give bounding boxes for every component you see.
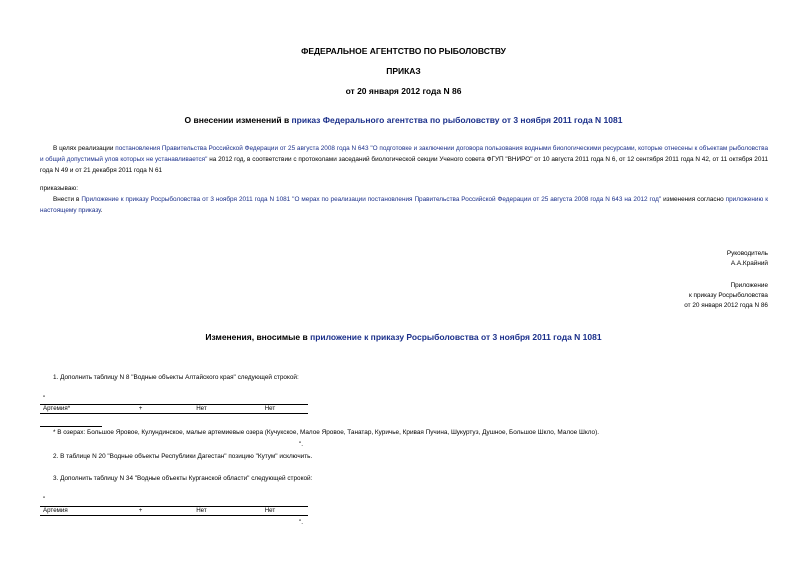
order-text-c: . (100, 207, 103, 214)
quote-open-2: " (43, 496, 46, 503)
title-prefix: О внесении изменений в (184, 115, 292, 125)
table-cell-no-1: Нет (171, 405, 232, 414)
table-cell-plus: + (110, 507, 171, 516)
order-text-a: Внести в (53, 196, 82, 203)
table-cell-species: Артемия* (40, 405, 110, 414)
item-3: 3. Дополнить таблицу N 34 "Водные объекты Курганской области" следующей строкой: (53, 475, 313, 482)
table-row (40, 405, 308, 414)
table-cell-no-1: Нет (171, 507, 232, 516)
preamble-text-b: на 2012 год, в соответствии с протоколами заседаний биологической секции Ученого совета ФГУП "ВНИРО" от 10 августа 2011 года N 6, от 12 сентября 2011 года N 42, от 11 октября 2011 года N 49 и от 21 декабря 2011 года N 61 (40, 156, 769, 174)
quote-close-1: ". (299, 441, 304, 448)
appendix-line-3: от 20 января 2012 года N 86 (684, 302, 768, 309)
preamble-paragraph (40, 143, 768, 176)
preamble-link[interactable]: постановления Правительства Российской Федерации от 25 августа 2008 года N 643 "О подготовке и заключении договора пользования водными биологическими ресурсами, которые отнесены к объектам рыболовства и общий допустимый улов которых не устанавливается" (40, 145, 768, 163)
signature-name: А.А.Крайний (730, 260, 768, 267)
changes-title-link[interactable]: приложение к приказу Росрыболовства от 3 ноября 2011 года N 1081 (310, 332, 602, 342)
quote-close-2: ". (299, 519, 304, 526)
document-title (0, 115, 807, 125)
preamble-text-a: В целях реализации (53, 145, 116, 152)
document-type: ПРИКАЗ (386, 66, 421, 76)
table-cell-species: Артемия (40, 507, 110, 516)
table-row (40, 507, 308, 516)
table-kurgan (40, 506, 308, 516)
signature-position: Руководитель (726, 250, 768, 257)
order-link-attachment[interactable]: приложению к настоящему приказу (40, 196, 768, 214)
quote-open-1: " (43, 395, 46, 402)
item-2: 2. В таблице N 20 "Водные объекты Республики Дагестан" позицию "Кутум" исключить. (53, 453, 313, 460)
order-text-b: изменения согласно (661, 196, 726, 203)
item-1: 1. Дополнить таблицу N 8 "Водные объекты Алтайского края" следующей строкой: (53, 374, 299, 381)
table-cell-no-2: Нет (232, 405, 308, 414)
table-altai (40, 404, 308, 414)
changes-title-prefix: Изменения, вносимые в (205, 332, 311, 342)
table-cell-plus: + (110, 405, 171, 414)
changes-title (0, 332, 807, 342)
order-paragraph (40, 194, 768, 216)
title-link[interactable]: приказ Федерального агентства по рыболовству от 3 ноября 2011 года N 1081 (291, 115, 623, 125)
document-date: от 20 января 2012 года N 86 (345, 86, 462, 96)
table-cell-no-2: Нет (232, 507, 308, 516)
order-word: приказываю: (40, 185, 78, 192)
order-link-appendix[interactable]: Приложение к приказу Росрыболовства от 3 ноября 2011 года N 1081 "О мерах по реализации постановления Правительства Российской Федерации от 25 августа 2008 года N 643 на 2012 год" (81, 196, 662, 203)
appendix-line-1: Приложение (730, 282, 768, 289)
appendix-line-2: к приказу Росрыболовства (688, 292, 768, 299)
footnote: * В озерах: Большое Яровое, Кулундинское, малые артемиевые озера (Кучукское, Малое Яровое, Танатар, Куричье, Кривая Пучина, Шукуртуз, Душное, Большое Шкло, Малое Шкло). (53, 429, 599, 436)
agency-name: ФЕДЕРАЛЬНОЕ АГЕНТСТВО ПО РЫБОЛОВСТВУ (301, 46, 506, 56)
